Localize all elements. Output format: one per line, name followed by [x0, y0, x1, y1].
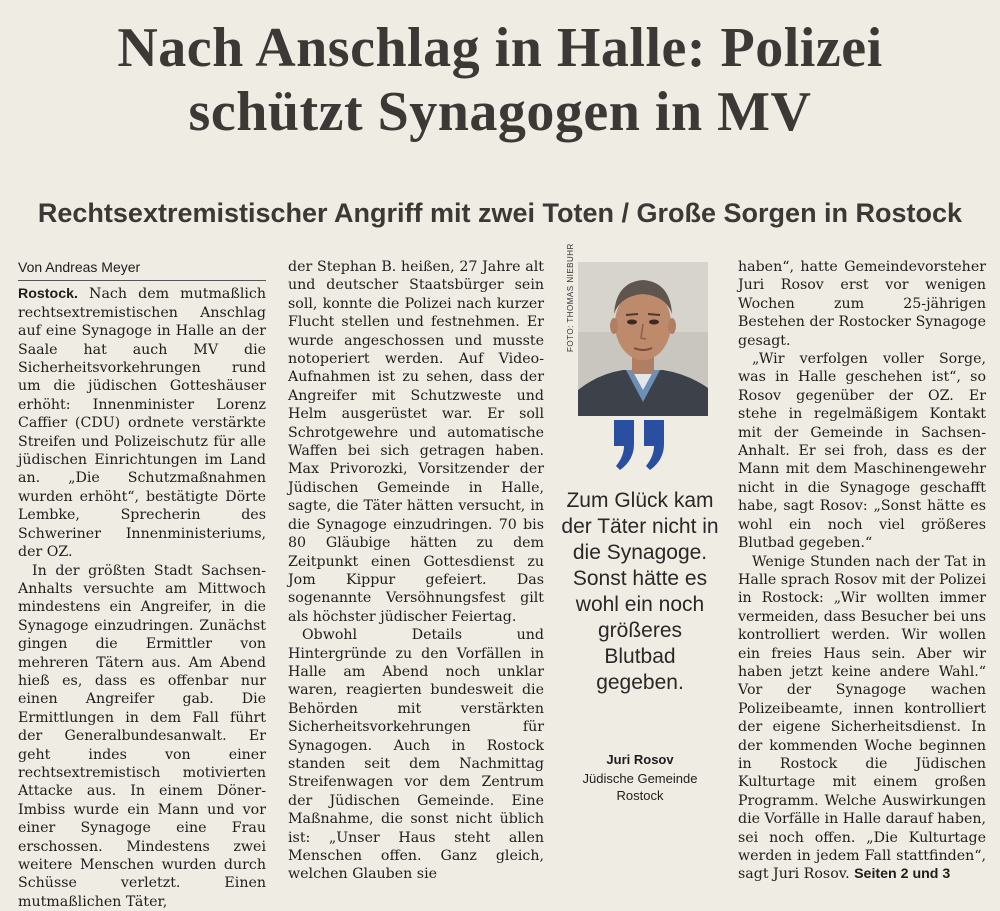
quote-attribution-role — [560, 770, 720, 804]
article-paragraph — [18, 285, 266, 561]
dateline: Rostock. — [18, 286, 78, 302]
pull-quote: Zum Glück kam der Täter nicht in die Synagoge. Sonst hätte es wohl ein noch größeres Blutbad gegeben. — [560, 488, 720, 696]
byline: Von Andreas Meyer — [18, 258, 266, 281]
article-column-4 — [738, 258, 986, 884]
article-paragraph: In der größten Stadt Sachsen-Anhalts versuchte am Mittwoch mindestens ein Angreifer, in die Synagoge einzudringen. Zunächst gingen die Ermittler von mehreren Tätern aus. Am Abend hieß es, dass es offenbar nur einen Angreifer gab. Die Ermittlungen in dem Fall führt der Generalbundesanwalt. Er geht indes von einer rechtsextremistisch motivierten Attacke aus. In einem Döner-Imbiss wurde ein Mann und vor einer Synagoge eine Frau erschossen. Mindestens zwei weitere Menschen wurden durch Schüsse verletzt. Einen mutmaßlichen Täter, — [18, 562, 266, 911]
article-column-2 — [288, 258, 544, 884]
page-reference: Seiten 2 und 3 — [854, 866, 950, 882]
article-text: Wenige Stunden nach der Tat in Halle sprach Rosov mit der Polizei in Rostock: „Wir wollten immer vermeiden, dass Besucher bei uns kontrolliert werden. Wir wollen ein freies Haus sein. Aber wir haben jetzt keine andere Wahl.“ Vor der Synagoge wachen Polizeibeamte, innen kontrolliert der eigene Sicherheitsdienst. In der kommenden Woche beginnen in Rostock die Jüdischen Kulturtage mit einem großen Programm. Welche Auswirkungen die Vorfälle in Halle darauf haben, sei noch offen. „Die Kulturtage werden in jedem Fall stattfinden“, sagt Juri Rosov. — [738, 554, 986, 883]
portrait-image — [578, 262, 708, 416]
quote-attribution-name: Juri Rosov — [560, 752, 720, 767]
headline-line-2: schützt Synagogen in MV — [189, 81, 812, 143]
portrait-photo — [568, 262, 708, 416]
headline — [0, 16, 1000, 144]
headline-line-1: Nach Anschlag in Halle: Polizei — [117, 17, 882, 79]
subheadline: Rechtsextremistischer Angriff mit zwei Toten / Große Sorgen in Rostock — [0, 196, 1000, 230]
article-paragraph — [738, 553, 986, 884]
article-paragraph: der Stephan B. heißen, 27 Jahre alt und deutscher Staatsbürger sein soll, konnte die Polizei nach kurzer Flucht stellen und festnehmen. Er wurde angeschossen und musste notoperiert werden. Auf Video-Aufnahmen ist zu sehen, dass der Angreifer mit Schutzweste und Helm ausgerüstet war. Er soll Schrotgewehre und automatische Waffen bei sich getragen haben. Max Privorozki, Vorsitzender der Jüdischen Gemeinde in Halle, sagte, die Täter hätten versucht, in die Synagoge einzudringen. 70 bis 80 Gläubige hätten zu dem Zeitpunkt einen Gottesdienst zu Jom Kippur gefeiert. Das sogenannte Versöhnungsfest gilt als höchster jüdischer Feiertag. — [288, 258, 544, 626]
article-paragraph: „Wir verfolgen voller Sorge, was in Halle geschehen ist“, so Rosov gegenüber der OZ. Er stehe in regelmäßigem Kontakt mit der Gemeinde in Sachsen-Anhalt. Er sei froh, dass es der Mann mit dem Maschinengewehr nicht in die Synagoge geschafft habe, sagt Rosov: „Sonst hätte es wohl ein noch viel größeres Blutbad gegeben.“ — [738, 350, 986, 552]
quote-role-line-1: Jüdische Gemeinde — [583, 771, 698, 786]
article-text: Nach dem mutmaßlich rechtsextremistischen Anschlag auf eine Synagoge in Halle an der Saale hat auch MV die Sicherheitsvorkehrungen rund um die jüdischen Gotteshäuser erhöht: Innenminister Lorenz Caffier (CDU) ordnete verstärkte Streifen und Polizeischutz für alle jüdischen Einrichtungen im Land an. „Die Schutzmaßnahmen wurden erhöht“, bestätigte Dörte Lembke, Sprecherin des Schweriner Innenministeriums, der OZ. — [18, 286, 266, 560]
article-paragraph: haben“, hatte Gemeindevorsteher Juri Rosov erst vor wenigen Wochen zum 25-jährigen Bestehen der Rostocker Synagoge gesagt. — [738, 258, 986, 350]
quote-role-line-2: Rostock — [617, 788, 664, 803]
photo-credit: FOTO: THOMAS NIEBUHR — [566, 243, 575, 352]
article-paragraph: Obwohl Details und Hintergründe zu den Vorfällen in Halle am Abend noch unklar waren, reagierten bundesweit die Behörden mit verstärkten Sicherheitsvorkehrungen für Synagogen. Auch in Rostock standen seit dem Nachmittag Streifenwagen vor dem Zentrum der Jüdischen Gemeinde. Eine Maßnahme, die sonst nicht üblich ist: „Unser Haus steht allen Menschen offen. Ganz gleich, welchen Glauben sie — [288, 626, 544, 884]
quote-mark-icon — [610, 416, 670, 476]
article-column-1 — [18, 258, 266, 911]
